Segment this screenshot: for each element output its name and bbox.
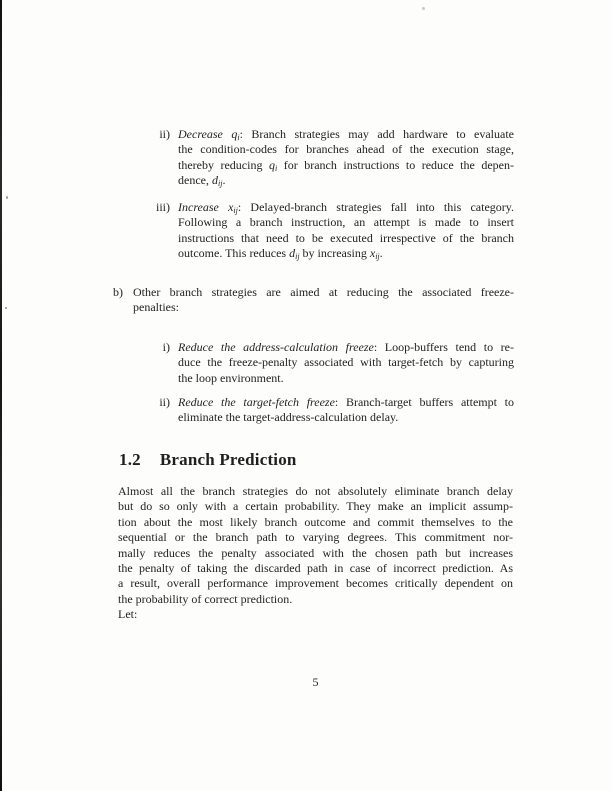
text-run: . [222,173,226,188]
text-run: : Branch strategies may add hardware to evaluate [239,127,514,141]
math-subscript: i [237,133,240,142]
list-item-body [178,127,514,189]
text-line [178,340,514,355]
scan-speck [6,196,8,199]
text-line: Following a branch instruction, an attempt is made to insert [178,215,514,230]
text-line [178,158,514,173]
text-line: sequential or the branch path to varying degrees. This commitment nor- [118,530,513,545]
math-var: x [228,200,234,214]
math-var: q [268,157,275,172]
list-item-freeze-penalties [113,285,514,316]
math-var: d [289,246,296,261]
page-number: 5 [312,675,319,689]
text-line: instructions that need to be executed irrespective of the branch [178,230,514,245]
text-line: eliminate the target-address-calculation delay. [178,410,399,425]
scan-edge-artifact [0,0,2,791]
math-var: d [211,173,218,188]
list-item-decrease-qi [138,127,514,189]
list-item-marker: ii) [159,127,170,141]
italic-term: Reduce the target-fetch freeze [178,395,335,409]
math-var: q [231,127,238,141]
list-item-marker: i) [162,340,170,354]
italic-term: Reduce the address-calculation freeze [178,340,374,354]
text-run: by increasing [299,246,370,261]
text-run: . [379,246,383,261]
text-line: the probability of correct prediction. [118,591,293,606]
text-line: the penalty of taking the discarded path in case of incorrect prediction. As [118,561,513,576]
scan-speck [5,307,7,309]
list-item-body [133,285,514,316]
section-title: Branch Prediction [159,450,297,469]
text-line [178,173,514,188]
text-line [178,127,514,142]
text-run: for branch instructions to reduce the depen- [277,157,514,172]
math-var: x [369,246,376,261]
text-line [178,200,514,215]
text-run: : Loop-buffers tend to re- [373,340,514,354]
math-subscript: ij [295,252,300,262]
section-heading [119,449,297,471]
scan-speck [422,7,425,10]
text-line: penalties: [133,300,179,315]
list-item-body [178,340,514,386]
text-line: tion about the most likely branch outcome and commit themselves to the [118,514,513,529]
list-item-increase-xij [138,200,514,262]
list-item-marker: ii) [159,395,170,409]
text-line: the loop environment. [178,370,284,385]
text-line: but do so only with a certain probability. They make an implicit assump- [118,499,513,514]
let-label: Let: [118,607,138,621]
text-line: Other branch strategies are aimed at reducing the associated freeze- [133,285,514,299]
list-item-marker: b) [113,285,123,299]
text-line [178,395,514,410]
text-line: duce the freeze-penalty associated with target-fetch by capturing [178,355,514,370]
math-subscript: ij [217,179,223,189]
body-paragraph [118,484,513,607]
italic-term: Decrease [178,127,232,141]
text-run: dence, [178,173,212,188]
text-run: thereby reducing [178,157,269,172]
list-item-body [178,395,514,426]
text-line [178,246,514,261]
text-run: : Branch-target buffers attempt to [334,395,514,409]
list-item-marker: iii) [156,200,170,214]
math-subscript: ij [233,206,238,215]
text-line: mally reduces the penalty associated with the chosen path but increases [118,545,513,560]
list-item-body [178,200,514,262]
math-subscript: ij [375,252,380,262]
text-line: Almost all the branch strategies do not absolutely eliminate branch delay [118,484,513,498]
text-run: : Delayed-branch strategies fall into this category. [237,200,514,214]
list-item-address-calc-freeze [138,340,514,386]
text-line: a result, overall performance improvement becomes critically dependent on [118,576,513,591]
text-run: outcome. This reduces [178,246,290,261]
math-subscript: i [274,163,278,173]
list-item-target-fetch-freeze [138,395,514,426]
text-line: the condition-codes for branches ahead of the execution stage, [178,142,514,157]
section-number: 1.2 [119,450,141,469]
italic-term: Increase [178,200,229,214]
